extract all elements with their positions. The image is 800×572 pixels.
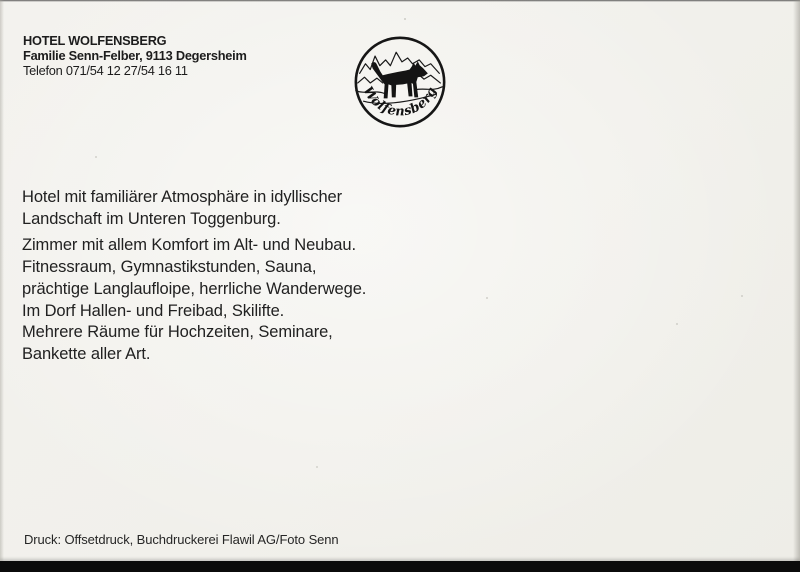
text-line: Im Dorf Hallen- und Freibad, Skilifte. xyxy=(22,302,285,320)
paragraph-atmosphere xyxy=(22,186,342,230)
scan-edge-top xyxy=(0,0,800,2)
paragraph-amenities xyxy=(22,234,366,322)
logo-arc-text: Wolfensberg xyxy=(359,84,441,120)
scan-edge-bottom xyxy=(0,561,800,572)
text-line: Fitnessraum, Gymnastikstunden, Sauna, xyxy=(22,258,317,276)
text-line: Bankette aller Art. xyxy=(22,345,151,363)
text-line: Mehrere Räume für Hochzeiten, Seminare, xyxy=(22,323,333,341)
text-line: Landschaft im Unteren Toggenburg. xyxy=(22,210,281,228)
scan-edge-left xyxy=(0,0,4,572)
text-line: Zimmer mit allem Komfort im Alt- und Neubau. xyxy=(22,236,356,254)
sender-block xyxy=(23,33,247,78)
print-imprint: Druck: Offsetdruck, Buchdruckerei Flawil AG/Foto Senn xyxy=(24,532,339,547)
hotel-name: HOTEL WOLFENSBERG xyxy=(23,33,167,48)
text-line: Hotel mit familiärer Atmosphäre in idyllischer xyxy=(22,188,343,206)
family-address: Familie Senn-Felber, 9113 Degersheim xyxy=(23,48,247,63)
telephone-line: Telefon 071/54 12 27/54 16 11 xyxy=(23,63,188,78)
hotel-wolfensberg-logo-icon xyxy=(352,34,448,130)
scan-edge-right xyxy=(793,0,800,572)
text-line: prächtige Langlaufloipe, herrliche Wanderwege. xyxy=(22,280,367,298)
paragraph-events xyxy=(22,321,333,365)
